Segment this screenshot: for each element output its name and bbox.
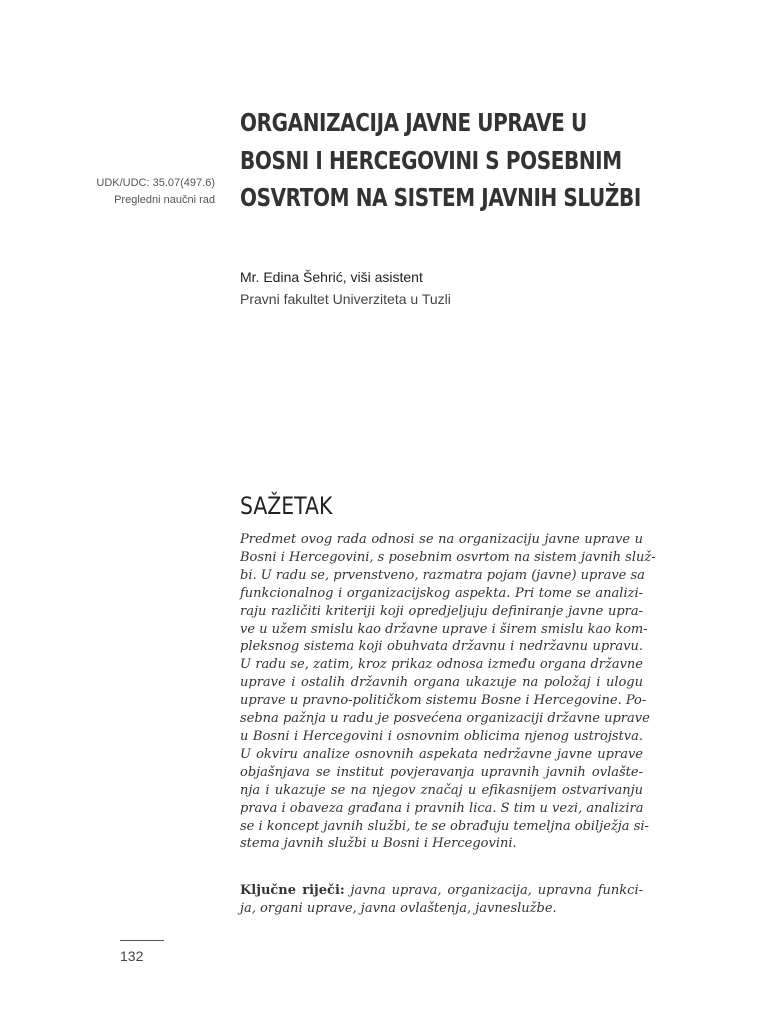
- footer-rule: [120, 940, 164, 941]
- abstract-line: se i koncept javnih službi, te se obrađuju temeljna obilježja si-: [240, 818, 649, 834]
- abstract-line: nja i ukazuje se na njegov značaj u efikasnijem ostvarivanju: [240, 782, 643, 798]
- keywords-label: Ključne riječi:: [240, 883, 345, 898]
- abstract-line: bi. U radu se, prvenstveno, razmatra pojam (javne) uprave sa: [240, 567, 645, 583]
- abstract-line: prava i obaveza građana i pravnih lica. S tim u vezi, analizira: [240, 800, 644, 816]
- abstract-line: pleksnog sistema koji obuhvata državnu i nedržavnu upravu.: [240, 639, 643, 655]
- title-line: OSVRTOM NA SISTEM JAVNIH SLUŽBI: [240, 183, 641, 212]
- page-number: 132: [120, 948, 144, 964]
- abstract-line: objašnjava se institut povjeravanja upravnih javnih ovlašte-: [240, 764, 643, 780]
- abstract-line: raju različiti kriteriji koji opredjeljuju definiranje javne upra-: [240, 603, 643, 619]
- keywords-text: ja, organi uprave, javna ovlaštenja, javneslužbe.: [240, 901, 557, 916]
- keywords-line: [240, 900, 643, 918]
- title-line: BOSNI I HERCEGOVINI S POSEBNIM: [240, 145, 622, 175]
- abstract-line: Bosni i Hercegovini, s posebnim osvrtom na sistem javnih služ-: [240, 549, 656, 565]
- abstract-line: u Bosni i Hercegovini i osnovnim oblicima njenog ustrojstva.: [240, 728, 643, 744]
- abstract-heading: SAŽETAK: [240, 492, 333, 520]
- keywords-block: [240, 882, 643, 918]
- keywords-line: [240, 882, 643, 900]
- author-name: Mr. Edina Šehrić, viši asistent: [240, 269, 423, 285]
- article-title: [240, 104, 660, 217]
- abstract-line: sebna pažnja u radu je posvećena organizaciji državne uprave: [240, 711, 650, 727]
- keywords-text: javna uprava, organizacija, upravna funkci-: [350, 883, 643, 898]
- abstract-text: [240, 531, 656, 853]
- abstract-line: uprave u pravno-političkom sistemu Bosne i Hercegovine. Po-: [240, 693, 647, 709]
- abstract-line: uprave i ostalih državnih organa ukazuje na položaj i ulogu: [240, 675, 643, 691]
- article-metadata: [60, 175, 215, 209]
- abstract-line: U okviru analize osnovnih aspekata nedržavne javne uprave: [240, 746, 643, 762]
- paper-type: Pregledni naučni rad: [114, 194, 215, 206]
- author-block: [240, 266, 451, 310]
- abstract-line: stema javnih službi u Bosni i Hercegovini.: [240, 836, 517, 852]
- abstract-line: U radu se, zatim, kroz prikaz odnosa između organa državne: [240, 657, 643, 673]
- abstract-line: funkcionalnog i organizacijskog aspekta. Pri tome se analizi-: [240, 585, 643, 601]
- title-line: ORGANIZACIJA JAVNE UPRAVE U: [240, 108, 587, 137]
- abstract-line: ve u užem smislu kao državne uprave i širem smislu kao kom-: [240, 621, 648, 637]
- udk-code: UDK/UDC: 35.07(497.6): [96, 177, 215, 189]
- author-affiliation: Pravni fakultet Univerziteta u Tuzli: [240, 291, 451, 307]
- abstract-line: Predmet ovog rada odnosi se na organizaciju javne uprave u: [240, 532, 643, 547]
